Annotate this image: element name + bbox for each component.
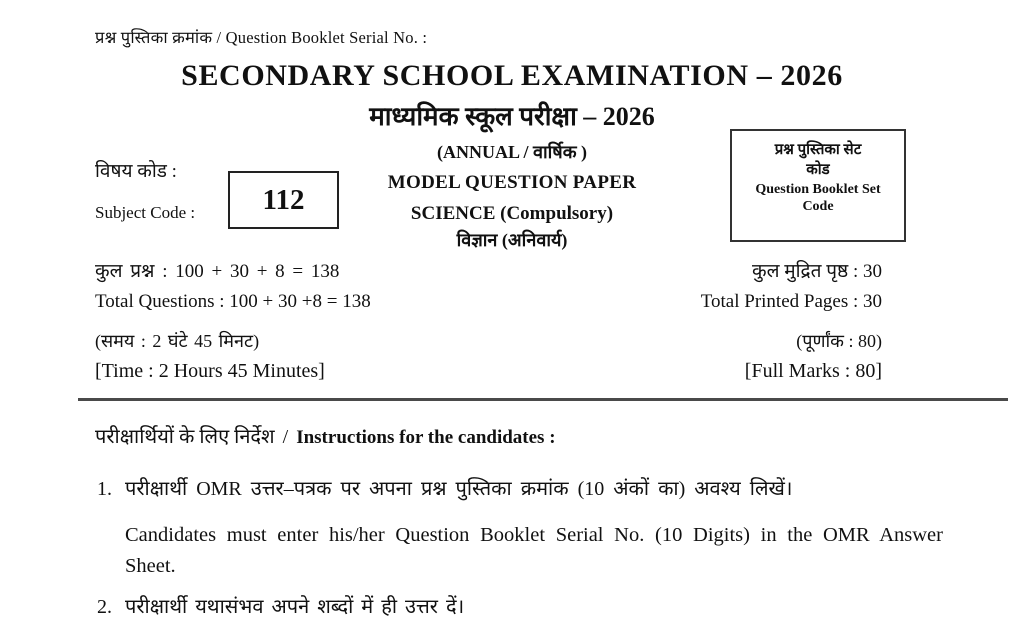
section-divider (78, 398, 1008, 401)
instruction-item-1 (97, 474, 792, 501)
instruction-2-text-hindi: परीक्षार्थी यथासंभव अपने शब्दों में ही उत्तर दें। (125, 596, 465, 618)
total-printed-pages-hindi: कुल मुद्रित पृष्ठ : 30 (752, 261, 882, 282)
set-code-english-line1: Question Booklet Set (755, 181, 881, 197)
set-code-hindi-line1: प्रश्न पुस्तिका सेट (774, 142, 862, 158)
exam-title-hindi: माध्यमिक स्कूल परीक्षा – 2026 (369, 102, 655, 131)
total-printed-pages-english: Total Printed Pages : 30 (700, 291, 882, 312)
subject-name-hindi: विज्ञान (अनिवार्य) (456, 230, 568, 250)
instruction-1-text-english: Candidates must enter his/her Question Booklet Serial No. (10 Digits) in the OMR Answer Sheet. (125, 524, 943, 577)
exam-title-english: SECONDARY SCHOOL EXAMINATION – 2026 (181, 59, 843, 92)
instruction-item-2 (97, 592, 464, 619)
total-questions-english: Total Questions : 100 + 30 +8 = 138 (95, 291, 371, 312)
instructions-heading-hindi: परीक्षार्थियों के लिए निर्देश (95, 426, 275, 448)
question-booklet-set-code-box (730, 129, 906, 242)
instruction-1-text-hindi: परीक्षार्थी OMR उत्तर–पत्रक पर अपना प्रश्न पुस्तिका क्रमांक (10 अंकों का) अवश्य लिखें। (125, 478, 793, 500)
time-hindi: (समय : 2 घंटे 45 मिनट) (95, 331, 260, 351)
subject-code-label-hindi: विषय कोड : (95, 161, 177, 182)
instructions-heading-separator: / (282, 426, 289, 448)
full-marks-hindi: (पूर्णांक : 80) (796, 331, 882, 351)
subject-code-box (228, 171, 339, 229)
subject-name-english: SCIENCE (Compulsory) (410, 203, 614, 224)
annual-line: (ANNUAL / वार्षिक ) (436, 142, 588, 162)
subject-code-value: 112 (262, 183, 305, 216)
booklet-serial-label: प्रश्न पुस्तिका क्रमांक / Question Booklet Serial No. : (95, 28, 428, 47)
set-code-hindi-line2: कोड (806, 162, 830, 179)
instruction-1-number: 1. (97, 478, 112, 500)
time-english: [Time : 2 Hours 45 Minutes] (95, 360, 325, 382)
instructions-heading-english: Instructions for the candidates : (296, 427, 556, 448)
instruction-2-number: 2. (97, 596, 112, 618)
model-question-paper-line: MODEL QUESTION PAPER (387, 172, 637, 193)
subject-code-label-english: Subject Code : (95, 203, 196, 222)
full-marks-english: [Full Marks : 80] (744, 360, 882, 382)
total-questions-hindi: कुल प्रश्न : 100 + 30 + 8 = 138 (95, 261, 340, 282)
instructions-heading (95, 422, 556, 449)
set-code-english-line2: Code (802, 199, 834, 214)
